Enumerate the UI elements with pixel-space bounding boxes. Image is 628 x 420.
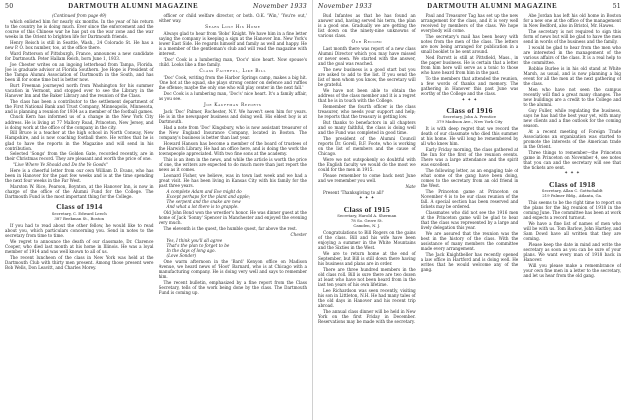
- class-heading: Class of 1916: [446, 105, 493, 115]
- paragraph: Howard Hanson has become a member of the board of trustees of the Harwich Library. He had an office here, and is doing the work the townspeople appreciated. With two fine sons at the academy.: [158, 141, 307, 157]
- paragraph: The secretary's mail has been heavy with notes from the men of the class. The letters are now being arranged for publication in a small booklet to be sent around.: [420, 33, 519, 55]
- paragraph: The class has been a contributor to the settlement department of the First National Bank and Trust Company, Minneapolis, Minnesota, and is planning a reunion for 1934 as a member of the football games.: [5, 98, 154, 114]
- paragraph: This seems to be the right time to report on the plans for the big reunion of 1918 in the coming June. The committee has been at work and expects a record turnout.: [523, 200, 622, 221]
- column-subheading: Sears Lost His Home: [205, 24, 261, 30]
- paragraph: At a recent meeting of Foreign Trade Associations an organization was started to promote the interests of the American trade in the Orient.: [523, 128, 622, 149]
- paragraph: Abe Jordan has left his old home in Boston for a new one at the office of the management in New Bedford, also in Bristol, Mr. Hawes.: [523, 13, 622, 29]
- running-head-left: [5, 3, 307, 10]
- issue-date: November 1933: [253, 3, 307, 10]
- column: [318, 13, 416, 420]
- left-page: [0, 0, 313, 420]
- class-heading: Class of 1918: [549, 179, 596, 189]
- paragraph: Three things to remember—the Princeton game in Princeton on November 4, see notes that you can and the secretary will see that the tickets are sent.: [523, 149, 622, 170]
- class-secretary-address: Secretary, Allan C. Gottschaldt 219 Palmer Bldg., Atlanta, Ga.: [541, 188, 603, 198]
- right-page-columns: [318, 13, 621, 420]
- paragraph: We are to return home at the end of September, but Bill is still down there having his business and plans are in order.: [318, 250, 416, 266]
- left-page-columns: [5, 13, 307, 420]
- paragraph: Were we not outspokenly so doubtful with the English faculty we would do the most we could for the men in 1915.: [318, 157, 416, 173]
- signature: Chester: [290, 231, 307, 237]
- paragraph: Remember the fourth officer is the class treasurer, who needs your support and help; he reports that the treasury is getting low.: [318, 104, 416, 120]
- column-subheading: Class Faithful, Like Bill: [199, 68, 267, 74]
- verse-text: Yes, I think you'll all agree That's the plan to forget to be In the days of long ago. (Love Sonder): [166, 237, 230, 259]
- paragraph: 'Doc' Cook is a lumbering man, 'Doc's' nice heart. Now spouse's child. Looks like a fine family.: [158, 57, 307, 68]
- verse-text: A complete Adam and Eve might do Except perhaps for the plant and apple; The serpent and the snake are new And what a lot there is to grapple.: [166, 189, 251, 210]
- paragraph: Congratulations to Bill Rogers on the gains of the class. Bill and his wife have been enjoying a summer in the White Mountains and the Sixties in the West.: [318, 229, 416, 251]
- paragraph: One warm afternoon in the 'Bard' Kenyon office on Madison Avenue, we heard news of 'Hoot' Barnard, who is at Chicago with a manufacturing company. He is doing very well and says to remember him.: [158, 258, 307, 280]
- verse-text: "Live Where Ye Should and Do the Ye Goods": [13, 162, 108, 168]
- column-subheading: Joe Kauffman Reports: [204, 102, 262, 108]
- paragraph: We regret to announce the death of our classmate, Dr. Clarence Cooper, who died last month at his home in Illinois. He was a loyal member of 1914 and was well known to all of us.: [5, 238, 154, 254]
- paragraph: Bud Infantes as that he has found an answer and, having served his term, the plan is a good one. Gradually we are getting the list down on the ninety-nine unknowns of various class.: [318, 13, 416, 39]
- paragraph: We have a fine list of names of men who will be with us. Tom Barlow, John Hartley, and Sam Dowd have all written that they are coming.: [523, 221, 622, 242]
- section-ornament: ✦ ✦ ✦: [358, 196, 375, 202]
- paragraph: Robbie Burlee is in his old stand at White Marsh, as usual, and is now planning a big event for all the men at the next gathering of the class.: [523, 65, 622, 86]
- column: [159, 13, 308, 420]
- paragraph: Present 'Thanksgiving to all!': [323, 189, 385, 195]
- paragraph: 'Doc' Cook, writing from the Harbor Springs camp, makes a big hit. 'One hot at the squad, she plays strong center on defence and ruffles the offense; maybe the only one who will play center in the next fall.': [158, 75, 307, 91]
- paragraph: The recent luncheon of the class in New York was held at the Dartmouth Club with thirty men present. Among those present were Bob Wells, Don Leavitt, and Charles Morey.: [5, 254, 154, 270]
- paragraph: But thanks to benefactors in all chapters and so many faithful, the class is doing well and the Fund was completed in good time.: [318, 120, 416, 136]
- paragraph: Will you please make a remembrance of your own fine men in a letter to the secretary, and let us hear from the old gang.: [523, 263, 622, 279]
- paragraph: Men who have not seen the campus recently will find a great many changes. The new buildings are a credit to the College and to the alumni.: [523, 86, 622, 107]
- continued-note: (Continued from page 49): [52, 13, 107, 18]
- paragraph: Please remember to come back next June and we remember you well.: [318, 172, 416, 184]
- paragraph: Leonard Fisher, we believe, was in town last week and we had a great visit. He has been living in Kansas City with his family for the past three years.: [158, 173, 307, 189]
- paragraph: Ward Patterson of Pittsburgh, France, announces a new candidate for Dartmouth. Peter Hallam Reich, born June 1, 1933.: [5, 50, 154, 61]
- paragraph: The recent bulletin, emphasized by a fine report from the Class Secretary, tells of the work being done by the class. The Dartmouth Fund is coming up.: [158, 279, 307, 295]
- column: [5, 13, 154, 420]
- paragraph: officer or child welfare director, or both. O.K. 'Win,' 'You're out,' either way.: [158, 13, 307, 24]
- page-number: 50: [5, 3, 14, 10]
- paragraph: Selected 'Songs' from the Golden Gate, recorded recently, are in their Christmas record. They are pleasant and worth the price of one.: [5, 151, 154, 162]
- paragraph: This is an item in the news, and while the article is worth the price of one, the writers are expected to do much more than just report the news as it comes.: [158, 157, 307, 173]
- paragraph: Lee Richardson was seen recently, visiting his son in Littleton, N.H. He had many tales of the old days in Hanover and his recent trip abroad.: [318, 287, 416, 308]
- class-heading: Class of 1914: [56, 202, 103, 212]
- paragraph: Marston W. Rice, Pearson, Boynton, at the Hanover Inn, is now in charge of the office of the Alumni Fund for the College. The Dartmouth Fund is the most important thing for the College.: [5, 184, 154, 200]
- running-head-right: [318, 3, 621, 10]
- class-secretary-address: Secretary, John A. Prentice 379 Madison Ave., New York City: [436, 114, 503, 124]
- paragraph: The following letter, as an engaging tale of what some of the gang have been doing, comes to the secretary from an old friend in the West.: [420, 168, 519, 189]
- paragraph: The annual class dinner will be held in New York on the first Friday in December. Reservations may be made with the secretary.: [318, 308, 416, 324]
- right-page: [313, 0, 626, 420]
- paragraph: Classmates who did not see the 1916 men at the Princeton game will be glad to hear that the class was represented by a large and lively delegation this year.: [420, 210, 519, 231]
- paragraph: To the members that attended the reunion, a few words of thanks and memory. The gathering in Hanover this past June was worthy of the College and the class.: [420, 75, 519, 97]
- paragraph: Burt Freeman journeyed north from Washington for his summer vacation in Vermont, and stopped over to see the Library in the Hanover Inn and the Baker Library and the reunion of the Class.: [5, 82, 154, 98]
- column-subheading: Our Record: [351, 39, 383, 45]
- column: [421, 13, 519, 420]
- paragraph: There are three hundred members in the old class roll. Bill is sure there are two dozen at least who have not been heard from in the last ten years of his own lifetime.: [318, 266, 416, 287]
- class-heading: Class of 1915: [343, 204, 391, 214]
- paragraph: We are assured that the reunion was the best in the history of the class. With the assistance of many members the committee made every arrangement.: [420, 231, 519, 252]
- paragraph: The Jack Knightbeller has recently opened a law office in Hartford and is doing well. He writes that he would welcome any of the gang.: [420, 252, 519, 273]
- paragraph: Henry Reisch is still in Seattle, Wash., 24 Colorado St. He has a new P. O. box number, too, at the office there.: [5, 39, 154, 50]
- column: [523, 13, 621, 420]
- issue-date: November 1933: [318, 3, 372, 10]
- paragraph: The eleventh is the quest, the humble quest, far above the rest.: [163, 226, 298, 231]
- paragraph: Chuck Kern has informed us of a change in the New York City address. He is living at 77 Mallory Road, Princeton, New Jersey, and is doing work at the office of the company in the city.: [5, 114, 154, 130]
- paragraph: Early Friday morning, the class gathered at the Inn for the first of the reunion events. There was a large attendance and the spirit was excellent.: [420, 147, 519, 168]
- paragraph: Bill Bruce is a teacher at the high school in North Conway, New Hampshire, and is now coaching football there. He writes that he is glad to have the reports in the Magazine and will send in his contribution.: [5, 130, 154, 151]
- paragraph: Last month there was report of a new class Alumni Director which you may have missed or never seen. We started with the answer, and the goal was reached.: [318, 46, 416, 67]
- paragraph: Always glad to hear from 'Bobs' Knight. We have him in a fine letter saying the company is keeping a sign at the Hanover Inn. New York's lower East Side. He regards himself and family as well and happy. He is a member of the gentleman's club and will read the magazine with interest.: [158, 31, 307, 57]
- paragraph: The president of the Alumni Council reports Dr. Gorell, B.F. Foote, who is working on the list of members and the cause of Chicago.: [318, 136, 416, 157]
- paragraph: I would be glad to hear from the men who are interested in the management of the various affairs of the class. It is a real help to the committee.: [523, 44, 622, 66]
- paragraph: Old John Bond won the wrestler's honor. He was dinner guest at the home of Jack 'Sonny' Spencer in Manchester and enjoyed the evening very much.: [158, 210, 307, 226]
- class-secretary-address: Secretary, C. Edward Leech 387 Beekman St., Boston: [51, 210, 107, 221]
- class-secretary-address: Secretary, Harold A. Sherman 78 So. Grove St. Camden, N. J.: [337, 213, 397, 228]
- paragraph: The new business is a good start but you are asked to add to the list. If you send the list of men whom you know, the secretary will be grateful.: [318, 67, 416, 88]
- signature: Nate: [405, 183, 416, 189]
- section-ornament: ✦ ✦ ✦: [564, 171, 581, 177]
- paragraph: The Princeton game at Princeton on November 4 is to be our class reunion of the fall. A special section has been reserved and tickets may be ordered.: [420, 189, 519, 210]
- magazine-title: DARTMOUTH ALUMNI MAGAZINE: [68, 3, 199, 10]
- paragraph: Guy Fuller, while regulating the business, says he has had the best year yet, with many new clients and a fine outlook for the coming season.: [523, 107, 622, 128]
- paragraph: Had a note from 'Doc' Kingsbury, who is now assistant treasurer of the New England Insurance Company, located in Boston. The company's business is better than last year.: [158, 125, 307, 141]
- paragraph: We have not been able to obtain the address of the class member and it is a regret that he is in touch with the College.: [318, 88, 416, 104]
- magazine-title: DARTMOUTH ALUMNI MAGAZINE: [427, 3, 558, 10]
- paragraph: If you had to read about the other fellow, he would like to read about you, which particulars concerning you. Send in notes to the secretary from time to time.: [5, 222, 154, 238]
- paragraph: Ned Parrott is still at Pittsfield, Mass., in the paper business. He is certain that a letter from him here will serve as a tonic to those who have heard from him in the past.: [420, 54, 519, 76]
- paragraph: Paul and Treasurer Tag has set up the new arrangement for the class, and it is very well received by members of the class. We hope everybody will come.: [420, 13, 519, 34]
- paragraph: Here is a cheerful letter from our own William D. Evans, who has been in Hanover for the past few weeks and is at the time spending the next four weeks in the Far West.: [5, 168, 154, 184]
- section-ornament: ✦ ✦ ✦: [461, 97, 478, 103]
- page-number: 51: [612, 3, 621, 10]
- paragraph: Jack 'Doc' Palmer, Rochester, N.Y. We haven't seen him for years. He is in the newspaper business and doing well. His eldest boy is at Dartmouth.: [158, 109, 307, 125]
- paragraph: which enlisted him for nearly six months. In the year of his return to the country he is doing much. Ever since the enforcement and the course of this Chinese war he has put on the war zone and the war weeks in the Orient to brighten life for Dartmouth friends.: [5, 18, 154, 39]
- paragraph: Doc Cook is a lumbering man, 'Doc's' nice heart. It's a family affair, as you see.: [158, 91, 307, 102]
- paragraph: Please keep the date in mind and write the secretary as soon as you can be sure of your plans. We want every man of 1918 back in Hanover.: [523, 242, 622, 263]
- paragraph: The secretary is not required to sign this form of news but will be glad to have the men send in words of the business and the family.: [523, 28, 622, 45]
- paragraph: Joe Chester writes on an ingoing letterhead from Tampa, Florida. Joe is graduate advisor at Florida Southern. Joe Hope is President of the Tampa Alumni Association of Dartmouth in the South, and has been ill for some time but is better now.: [5, 61, 154, 82]
- paragraph: It is with deep regret that we record the death of our classmate who died this summer at his home. He will long be remembered by all who knew him.: [420, 126, 519, 147]
